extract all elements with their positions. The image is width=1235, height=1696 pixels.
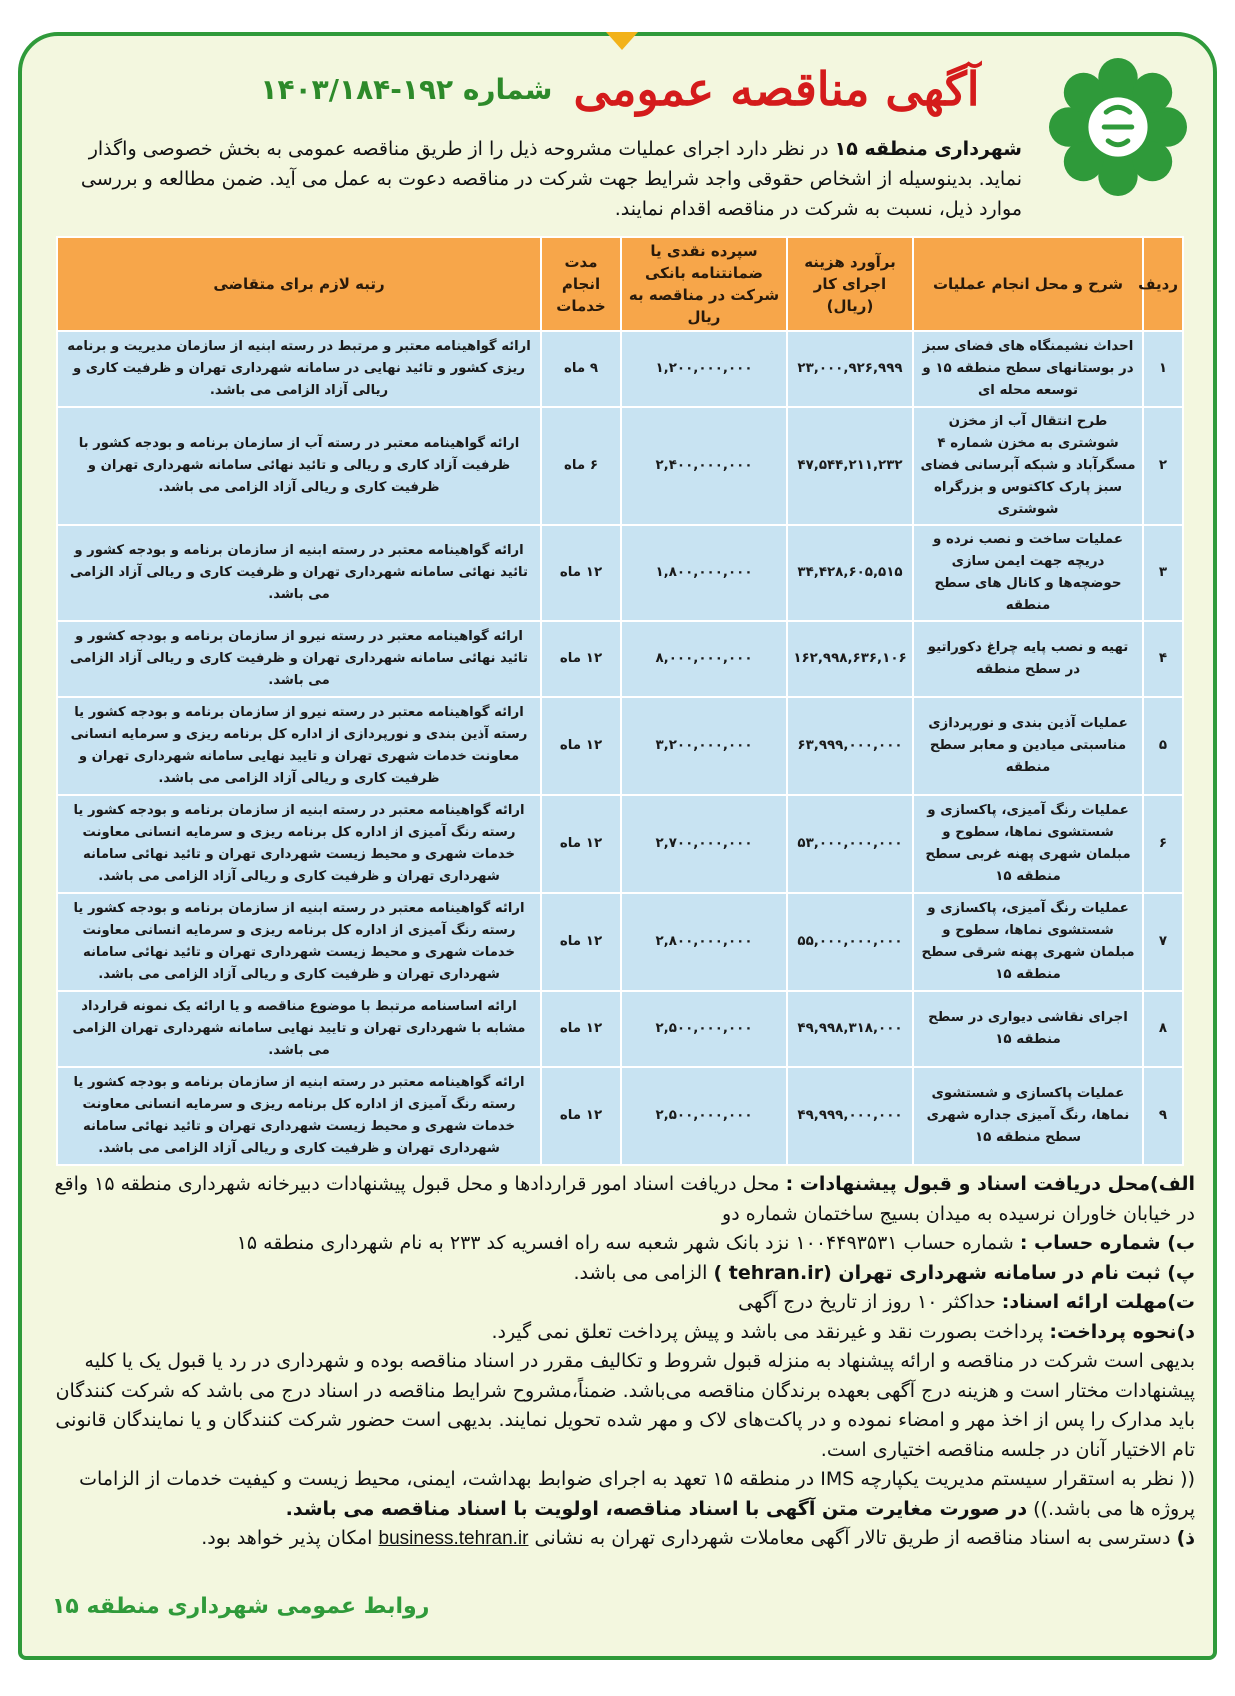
row-grade: ارائه گواهینامه معتبر و مرتبط در رسته ابنیه از سازمان مدیریت و برنامه ریزی کشور و تائید نهایی در سامانه شهرداری تهران و ظرفیت کاری و ریالی آزاد الزامی می باشد. xyxy=(57,331,541,407)
row-estimate: ۳۴,۴۲۸,۶۰۵,۵۱۵ xyxy=(787,525,913,621)
row-number: ۲ xyxy=(1143,407,1183,525)
row-description: عملیات رنگ آمیزی، پاکسازی و شستشوی نماها، سطوح و مبلمان شهری پهنه شرقی سطح منطقه ۱۵ xyxy=(913,893,1143,991)
row-duration: ۱۲ ماه xyxy=(541,621,621,697)
row-grade: ارائه گواهینامه معتبر در رسته نیرو از سازمان برنامه و بودجه کشور و تائید نهائی سامانه شهرداری تهران و ظرفیت کاری و ریالی آزاد الزامی می باشد. xyxy=(57,621,541,697)
note-para2 xyxy=(40,1465,1195,1524)
row-grade: ارائه گواهینامه معتبر در رسته ابنیه از سازمان برنامه و بودجه کشور یا رسته رنگ آمیزی از اداره کل برنامه ریزی و سرمایه انسانی معاونت خدمات شهری و محیط زیست شهرداری تهران و تائید نهائی سامانه شهرداری تهران و ظرفیت کاری و ریالی آزاد الزامی می باشد. xyxy=(57,795,541,893)
note-te-text: حداکثر ۱۰ روز از تاریخ درج آگهی xyxy=(738,1291,1002,1313)
note-zal-label: ذ) xyxy=(1176,1527,1195,1549)
intro-paragraph xyxy=(40,134,1022,224)
note-te-label: ت)مهلت ارائه اسناد: xyxy=(1001,1291,1195,1313)
row-grade: ارائه گواهینامه معتبر در رسته ابنیه از سازمان برنامه و بودجه کشور یا رسته رنگ آمیزی از اداره کل برنامه ریزی و سرمایه انسانی معاونت خدمات شهری و محیط زیست شهرداری تهران و تائید نهائی سامانه شهرداری تهران و ظرفیت کاری و ریالی آزاد الزامی می باشد. xyxy=(57,893,541,991)
note-alef-label: الف)محل دریافت اسناد و قبول پیشنهادات : xyxy=(785,1173,1195,1195)
row-description: عملیات ساخت و نصب نرده و دریچه جهت ایمن سازی حوضچه‌ها و کانال های سطح منطقه xyxy=(913,525,1143,621)
row-grade: ارائه گواهینامه معتبر در رسته ابنیه از سازمان برنامه و بودجه کشور یا رسته رنگ آمیزی از اداره کل برنامه ریزی و سرمایه انسانی معاونت خدمات شهری و محیط زیست شهرداری تهران و تائید نهائی سامانه شهرداری تهران و ظرفیت کاری و ریالی آزاد الزامی می باشد. xyxy=(57,1067,541,1165)
row-description: عملیات آذین بندی و نورپردازی مناسبتی میادین و معابر سطح منطقه xyxy=(913,697,1143,795)
row-estimate: ۵۳,۰۰۰,۰۰۰,۰۰۰ xyxy=(787,795,913,893)
notice-title: آگهی مناقصه عمومی xyxy=(573,62,980,116)
row-deposit: ۲,۵۰۰,۰۰۰,۰۰۰ xyxy=(621,1067,787,1165)
row-deposit: ۲,۸۰۰,۰۰۰,۰۰۰ xyxy=(621,893,787,991)
row-number: ۶ xyxy=(1143,795,1183,893)
note-be xyxy=(40,1229,1195,1259)
row-number: ۹ xyxy=(1143,1067,1183,1165)
row-estimate: ۵۵,۰۰۰,۰۰۰,۰۰۰ xyxy=(787,893,913,991)
table-row xyxy=(57,1067,1183,1165)
header-duration: مدت انجام خدمات xyxy=(541,237,621,331)
row-number: ۳ xyxy=(1143,525,1183,621)
table-row xyxy=(57,621,1183,697)
note-pe xyxy=(40,1259,1195,1289)
header-description: شرح و محل انجام عملیات xyxy=(913,237,1143,331)
note-dal-text: پرداخت بصورت نقد و غیرنقد می باشد و پیش پرداخت تعلق نمی گیرد. xyxy=(491,1320,1050,1343)
top-notch-marker xyxy=(606,32,638,50)
row-number: ۵ xyxy=(1143,697,1183,795)
municipality-logo xyxy=(1049,58,1187,196)
note-para2-ims: (( نظر به استقرار سیستم مدیریت یکپارچه IMS در منطقه ۱۵ تعهد به اجرای ضوابط بهداشت، ایمنی، محیط زیست و کیفیت خدمات از الزامات پروژه ها می باشد.)) xyxy=(79,1468,1195,1520)
note-para1: بدیهی است شرکت در مناقصه و ارائه پیشنهاد به منزله قبول شروط و تکالیف مقرر در اسناد مناقصه بوده و شهرداری در رد یا قبول یک یا کلیه پیشنهادات مختار است و هزینه درج آگهی بعهده برندگان مناقصه می‌باشد. ضمناً،مشروح شرایط مناقصه در اسناد درج می باشد که شرکت کنندگان باید مدارک را پس از اخذ مهر و امضاء نموده و در پاکت‌های لاک و مهر شده تحویل نمایند. بدیهی است حضور شرکت کنندگان و یا نمایندگان قانونی تام الاختیار آنان در جلسه مناقصه اختیاری است. xyxy=(55,1350,1195,1461)
row-estimate: ۱۶۲,۹۹۸,۶۳۶,۱۰۶ xyxy=(787,621,913,697)
row-grade: ارائه اساسنامه مرتبط با موضوع مناقصه و یا ارائه یک نمونه قرارداد مشابه با شهرداری تهران و تایید نهایی سامانه شهرداری تهران الزامی می باشد. xyxy=(57,991,541,1067)
row-deposit: ۲,۷۰۰,۰۰۰,۰۰۰ xyxy=(621,795,787,893)
row-deposit: ۸,۰۰۰,۰۰۰,۰۰۰ xyxy=(621,621,787,697)
intro-lead: شهرداری منطقه ۱۵ xyxy=(834,138,1022,160)
row-duration: ۶ ماه xyxy=(541,407,621,525)
row-deposit: ۱,۸۰۰,۰۰۰,۰۰۰ xyxy=(621,525,787,621)
table-row xyxy=(57,893,1183,991)
header-grade: رتبه لازم برای متقاضی xyxy=(57,237,541,331)
row-estimate: ۴۹,۹۹۹,۰۰۰,۰۰۰ xyxy=(787,1067,913,1165)
table-row xyxy=(57,407,1183,525)
header-row-number: ردیف xyxy=(1143,237,1183,331)
note-dal xyxy=(40,1318,1195,1348)
notes-section xyxy=(40,1170,1195,1554)
note-be-text: شماره حساب ۱۰۰۴۴۹۳۵۳۱ نزد بانک شهر شعبه سه راه افسریه کد ۲۳۳ به نام شهرداری منطقه ۱۵ xyxy=(236,1232,1020,1254)
note-pe-label: پ) ثبت نام در سامانه شهرداری تهران (tehran.ir ) xyxy=(713,1261,1195,1284)
notice-title-row xyxy=(200,62,1040,132)
row-description: اجرای نقاشی دیواری در سطح منطقه ۱۵ xyxy=(913,991,1143,1067)
row-grade: ارائه گواهینامه معتبر در رسته آب از سازمان برنامه و بودجه کشور با ظرفیت آزاد کاری و ریالی و تائید نهائی سامانه شهرداری تهران و ظرفیت کاری و ریالی آزاد الزامی می باشد. xyxy=(57,407,541,525)
table-row xyxy=(57,331,1183,407)
row-description: طرح انتقال آب از مخزن شوشتری به مخزن شماره ۴ مسگرآباد و شبکه آبرسانی فضای سبز پارک کاکتوس و بزرگراه شوشتری xyxy=(913,407,1143,525)
intro-text: در نظر دارد اجرای عملیات مشروحه ذیل را از طریق مناقصه عمومی به بخش خصوصی واگذار نماید. بدینوسیله از اشخاص حقوقی واجد شرایط جهت شرکت در مناقصه دعوت به عمل می آید. ضمن مطالعه و بررسی موارد ذیل، نسبت به شرکت در مناقصه اقدام نمایند. xyxy=(80,138,1022,220)
row-duration: ۱۲ ماه xyxy=(541,991,621,1067)
row-number: ۸ xyxy=(1143,991,1183,1067)
note-zal xyxy=(40,1524,1195,1554)
header-deposit: سپرده نقدی یا ضمانتنامه بانکی شرکت در مناقصه به ریال xyxy=(621,237,787,331)
row-estimate: ۶۳,۹۹۹,۰۰۰,۰۰۰ xyxy=(787,697,913,795)
footer-signature: روابط عمومی شهرداری منطقه ۱۵ xyxy=(52,1594,430,1619)
row-estimate: ۴۹,۹۹۸,۳۱۸,۰۰۰ xyxy=(787,991,913,1067)
row-number: ۷ xyxy=(1143,893,1183,991)
row-estimate: ۴۷,۵۴۴,۲۱۱,۲۳۲ xyxy=(787,407,913,525)
row-deposit: ۳,۲۰۰,۰۰۰,۰۰۰ xyxy=(621,697,787,795)
table-row xyxy=(57,991,1183,1067)
row-number: ۱ xyxy=(1143,331,1183,407)
table-row xyxy=(57,525,1183,621)
note-zal-text1: دسترسی به اسناد مناقصه از طریق تالار آگهی معاملات شهرداری تهران به نشانی xyxy=(528,1527,1177,1549)
row-number: ۴ xyxy=(1143,621,1183,697)
note-dal-label: د)نحوه پرداخت: xyxy=(1049,1320,1195,1343)
header-estimate: برآورد هزینه اجرای کار (ریال) xyxy=(787,237,913,331)
row-duration: ۱۲ ماه xyxy=(541,795,621,893)
row-duration: ۱۲ ماه xyxy=(541,893,621,991)
row-deposit: ۲,۴۰۰,۰۰۰,۰۰۰ xyxy=(621,407,787,525)
tender-table xyxy=(56,236,1184,1166)
business-tehran-link[interactable]: business.tehran.ir xyxy=(378,1528,529,1549)
note-alef-text: محل دریافت اسناد امور قراردادها و محل قبول پیشنهادات دبیرخانه شهرداری منطقه ۱۵ واقع در خیابان خاوران نرسیده به میدان بسیج ساختمان شماره دو xyxy=(54,1173,1195,1225)
row-description: عملیات پاکسازی و شستشوی نماها، رنگ آمیزی جداره شهری سطح منطقه ۱۵ xyxy=(913,1067,1143,1165)
row-estimate: ۲۳,۰۰۰,۹۲۶,۹۹۹ xyxy=(787,331,913,407)
note-alef xyxy=(40,1170,1195,1229)
row-duration: ۱۲ ماه xyxy=(541,1067,621,1165)
row-duration: ۱۲ ماه xyxy=(541,697,621,795)
row-deposit: ۲,۵۰۰,۰۰۰,۰۰۰ xyxy=(621,991,787,1067)
row-grade: ارائه گواهینامه معتبر در رسته نیرو از سازمان برنامه و بودجه کشور یا رسته آذین بندی و نورپردازی از اداره کل برنامه ریزی و سرمایه انسانی معاونت خدمات شهری تهران و تایید نهایی سامانه شهرداری تهران و ظرفیت کاری و ریالی آزاد الزامی می باشد. xyxy=(57,697,541,795)
note-para2-priority: در صورت مغایرت متن آگهی با اسناد مناقصه، اولویت با اسناد مناقصه می باشد. xyxy=(285,1497,1028,1520)
row-description: تهیه و نصب پایه چراغ دکوراتیو در سطح منطقه xyxy=(913,621,1143,697)
row-grade: ارائه گواهینامه معتبر در رسته ابنیه از سازمان برنامه و بودجه کشور و تائید نهائی سامانه شهرداری تهران و ظرفیت کاری و ریالی آزاد الزامی می باشد. xyxy=(57,525,541,621)
row-deposit: ۱,۲۰۰,۰۰۰,۰۰۰ xyxy=(621,331,787,407)
table-row xyxy=(57,795,1183,893)
row-duration: ۹ ماه xyxy=(541,331,621,407)
note-zal-text2: امکان پذیر خواهد بود. xyxy=(201,1527,379,1549)
note-te xyxy=(40,1288,1195,1318)
notice-number: شماره ۱۹۲-۱۴۰۳/۱۸۴ xyxy=(260,72,553,106)
row-description: عملیات رنگ آمیزی، پاکسازی و شستشوی نماها، سطوح و مبلمان شهری پهنه غربی سطح منطقه ۱۵ xyxy=(913,795,1143,893)
row-duration: ۱۲ ماه xyxy=(541,525,621,621)
table-row xyxy=(57,697,1183,795)
note-be-label: ب) شماره حساب : xyxy=(1019,1232,1195,1254)
row-description: احداث نشیمنگاه های فضای سبز در بوستانهای سطح منطقه ۱۵ و توسعه محله ای xyxy=(913,331,1143,407)
note-pe-text: الزامی می باشد. xyxy=(573,1261,714,1284)
table-header-row xyxy=(57,237,1183,331)
